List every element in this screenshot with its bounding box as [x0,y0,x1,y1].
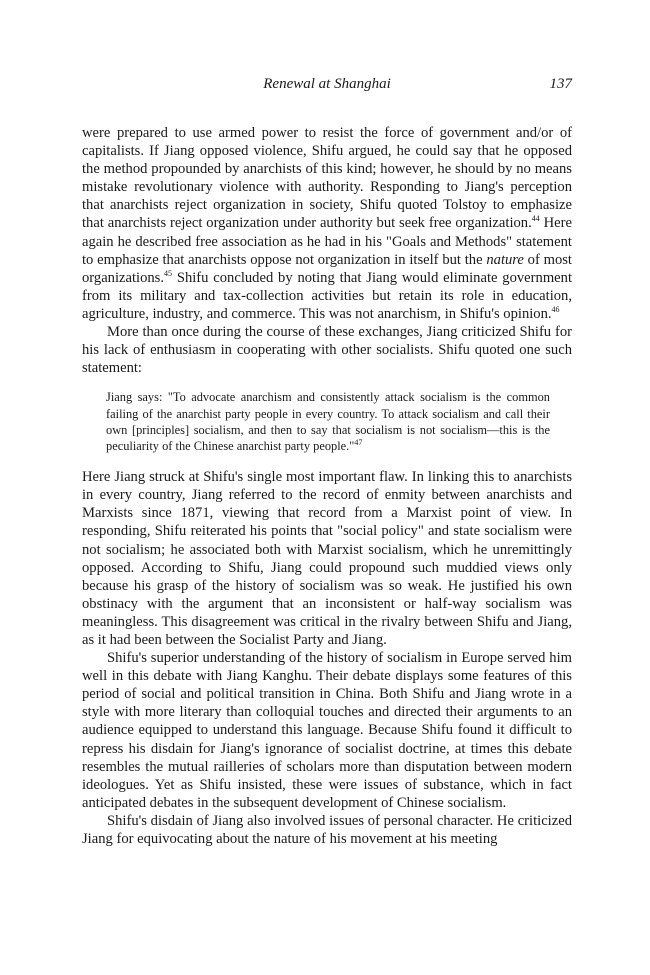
paragraph-4: Shifu's superior understanding of the history of socialism in Europe served him well in this debate with Jiang Kanghu. Their debate displays some features of this period of social and political transition in China. Both Shifu and Jiang wrote in a style with more literary than colloquial touches and directed their arguments to an audience equipped to understand this language. Because Shifu found it difficult to repress his disdain for Jiang's ignorance of socialist doctrine, at times this debate resembles the mutual railleries of scholars more than disputation between modern ideologues. Yet as Shifu insisted, these were issues of substance, which in fact anticipated debates in the subsequent development of Chinese socialism. [82,650,572,811]
p1-text-d: Shifu concluded by noting that Jiang would eliminate government from its military and tax-collection activities but retain its role in education, agriculture, industry, and commerce. This was not anarchism, in Shifu's opinion. [82,269,572,322]
paragraph-5: Shifu's disdain of Jiang also involved issues of personal character. He criticized Jiang for equivocating about the nature of his movement at his meeting [82,812,572,847]
paragraph-3: Here Jiang struck at Shifu's single most important flaw. In linking this to anarchists in every country, Jiang referred to the record of enmity between anarchists and Marxists since 1871, viewing that record from a Marxist point of view. In responding, Shifu reiterated his points that "social policy" and state socialism were not socialism; he associated both with Marxist socialism, which he unremittingly opposed. According to Shifu, Jiang could propound such muddied views only because his grasp of the history of socialism was so weak. He justified his own obstinacy with the argument that an inconsistent or half-way socialism was meaningless. This disagreement was critical in the rivalry between Shifu and Jiang, as it had been between the Socialist Party and Jiang. [82,469,572,648]
footnote-ref-44: 44 [531,214,540,224]
emphasis-nature: nature [486,251,524,268]
body-text [82,124,572,848]
paragraph-1 [82,124,572,323]
block-quote [106,389,550,454]
p1-text-a: were prepared to use armed power to resist the force of government and/or of capitalists. If Jiang opposed violence, Shifu argued, he could say that he opposed the method propounded by anarchists of this kind; however, he should by no means mistake revolutionary violence with authority. Responding to Jiang's perception that anarchists reject organization in society, Shifu quoted Tolstoy to emphasize that anarchists reject organization under authority but seek free organization. [82,125,572,232]
quote-text: Jiang says: "To advocate anarchism and consistently attack socialism is the common failing of the anarchist party people in every country. To attack socialism and call their own [principles] socialism, and then to say that socialism is not socialism—this is the peculiarity of the Chinese anarchist party people." [106,390,550,453]
footnote-ref-45: 45 [164,268,173,278]
footnote-ref-46: 46 [551,305,560,315]
page-number: 137 [549,76,572,92]
running-head: Renewal at Shanghai [263,76,391,92]
footnote-ref-47: 47 [354,437,363,447]
page-header [82,76,572,96]
p1-text-b: Here again he described free association as he had in his "Goals and Methods" statement to emphasize that anarchists oppose not organization in itself but the [82,215,572,268]
p1-text-c: of most organizations. [82,251,572,286]
paragraph-2: More than once during the course of these exchanges, Jiang criticized Shifu for his lack of enthusiasm in cooperating with other socialists. Shifu quoted one such statement: [82,324,572,377]
